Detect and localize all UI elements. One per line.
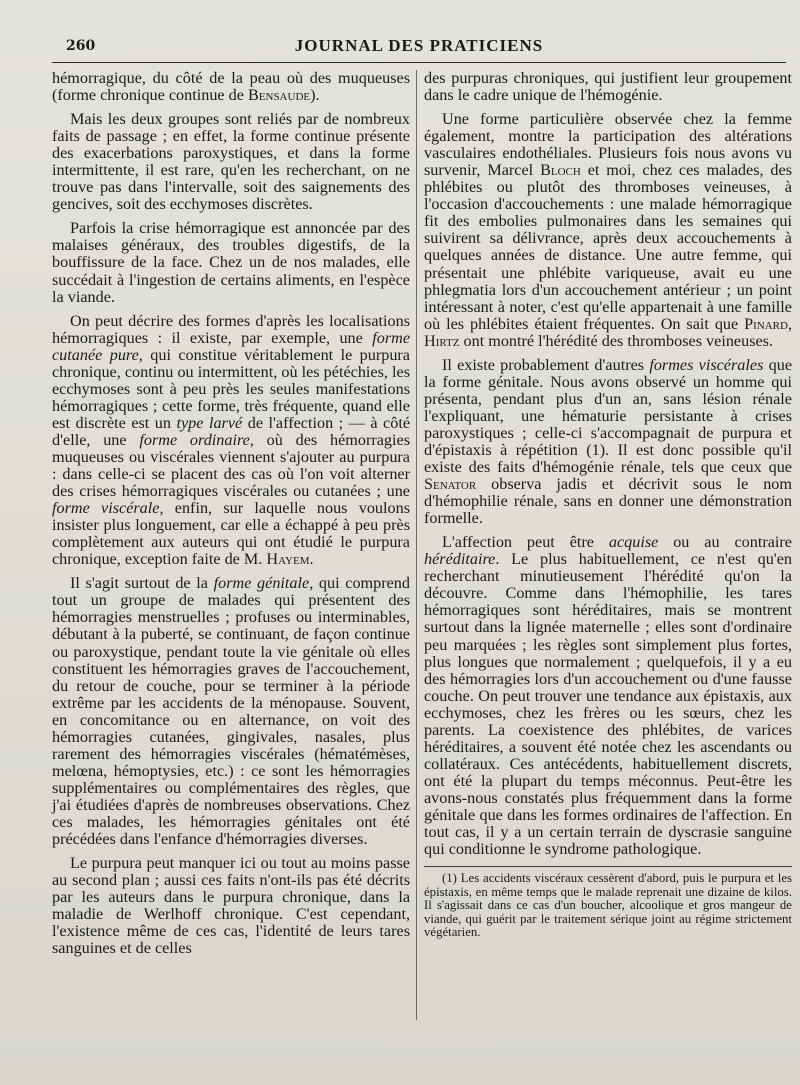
emphasis: forme ordinaire, xyxy=(139,430,254,449)
author-name: Hirtz xyxy=(424,331,460,350)
emphasis: type larvé xyxy=(176,413,243,432)
paragraph: des purpuras chroniques, qui justifient leur groupement dans le cadre unique de l'hémogénie. xyxy=(424,69,792,105)
emphasis: forme viscérale, xyxy=(52,499,164,518)
emphasis: forme cutanée pure, xyxy=(52,328,410,364)
author-name: Bensaude xyxy=(247,86,311,105)
right-column xyxy=(424,70,792,947)
left-column xyxy=(52,70,410,964)
footnote-rule xyxy=(424,866,792,867)
paragraph: Mais les deux groupes sont reliés par de nombreux faits de passage ; en effet, la forme continue présente des exacerbations paroxystiques, et dans la forme intermittente, il est rare, qu'en les recherchant, on ne trouve pas dans l'intervalle, soit des saignements des gencives, soit des ecchymoses discrètes. xyxy=(52,110,410,214)
paragraph: hémorragique, du côté de la peau où des muqueuses (forme chronique continue de Bensaude). xyxy=(52,69,410,105)
emphasis: acquise xyxy=(608,533,659,552)
emphasis: forme génitale, xyxy=(213,574,314,593)
author-name: Pinard xyxy=(744,314,788,333)
page-header xyxy=(52,30,786,60)
author-name: Senator xyxy=(424,475,477,494)
page-number: 260 xyxy=(66,38,96,54)
paragraph: On peut décrire des formes d'après les localisations hémorragiques : il existe, par exemple, une forme cutanée pure, qui constitue véritablement le purpura chronique, continu ou intermittent, où les pétéchies, les ecchymoses sont à peu près les seules manifestations hémorragiques ; cette forme, très fréquente, quand elle est discrète est un type larvé de l'affection ; — à côté d'elle, une forme ordinaire, où des hémorragies muqueuses ou viscérales viennent s'ajouter au purpura : dans celle-ci se placent des cas où l'on voit alterner des crises hémorragiques viscérales ou cutanées ; une forme viscérale, enfin, sur laquelle nous voulons insister plus longuement, car elle a échappé à peu près complètement aux auteurs qui ont étudié le purpura chronique, exception faite de M. Hayem. xyxy=(52,311,411,569)
paragraph: Parfois la crise hémorragique est annoncée par des malaises généraux, des troubles digestifs, de la bouffissure de la face. Chez un de nos malades, elle succédait à l'ingestion de certains aliments, en l'espèce la viande. xyxy=(52,219,410,306)
emphasis: héréditaire xyxy=(424,550,496,569)
author-name: Hayem xyxy=(266,550,310,569)
paragraph: Il s'agit surtout de la forme génitale, qui comprend tout un groupe de malades qui présentent des hémorragies menstruelles ; profuses ou interminables, débutant à la puberté, se continuant, de façon continue ou paroxystique, pendant toute la vie génitale où elles constituent les hémorragies graves de l'accouchement, du retour de couche, pour se terminer à la période extrême par les accidents de la ménopause. Souvent, en concomitance ou en alternance, on voit des hémorragies cutanées, gingivales, nasales, plus rarement des hémorragies viscérales (hématémèses, melœna, hémoptysies, etc.) : ce sont les hémorragies supplémentaires ou complémentaires des règles, que j'ai étudiées d'après de nombreuses observations. Chez ces malades, les hémorragies génitales ont été précédées dans l'enfance d'hémorragies diverses. xyxy=(52,574,410,849)
paragraph: Il existe probablement d'autres formes viscérales que la forme génitale. Nous avons observé un homme qui présenta, pendant plus d'un an, sans lésion rénale l'expliquant, une hématurie persistante à crises paroxystiques ; celle-ci s'accompagnait de purpura et d'épistaxis à répétition (1). Il est donc possible qu'il existe des faits d'hémogénie rénale, tels que ceux que Senator observa jadis et décrivit sous le nom d'hémophilie rénale, sans en donner une démonstration formelle. xyxy=(424,355,792,528)
emphasis: formes viscérales xyxy=(649,355,764,374)
column-divider xyxy=(416,70,417,1020)
header-rule xyxy=(52,62,786,63)
paragraph: Une forme particulière observée chez la femme également, montre la participation des altérations vasculaires endothéliales. Plusieurs fois nous avons vu survenir, Marcel Bloch et moi, chez ces malades, des phlébites ou plutôt des thromboses veineuses, à l'occasion d'accouchements : une malade hémorragique fit des embolies pulmonaires dans les semaines qui suivirent sa délivrance, après deux accouchements à quelques années de distance. Une autre femme, qui présentait une phlébite variqueuse, avait eu une phlegmatia lors d'un accouchement antérieur ; un point intéressant à noter, c'est qu'elle appartenait à une famille où les phlébites étaient fréquentes. On sait que Pinard, Hirtz ont montré l'hérédité des thromboses veineuses. xyxy=(424,110,793,350)
author-name: Bloch xyxy=(540,161,581,180)
running-title: JOURNAL DES PRATICIENS xyxy=(294,36,544,55)
paragraph: L'affection peut être acquise ou au contraire héréditaire. Le plus habituellement, ce n'est qu'en recherchant minutieusement l'hérédité qu'on la découvre. Comme dans l'hémophilie, les tares hémorragiques sont héréditaires, mais se montrent surtout dans la lignée maternelle ; elles sont d'ordinaire peu marquées ; les règles sont simplement plus fortes, plus longues que normalement ; quelquefois, il y a eu des hémorragies lors d'un accouchement ou d'une fausse couche. On peut trouver une tendance aux épistaxis, aux ecchymoses, chez les frères ou les sœurs, chez les parents. La coexistence des phlébites, de varices héréditaires, a souvent été notée chez les ascendants ou collatéraux. Ces antécédents, habituellement discrets, ont été la plupart du temps méconnus. Peut-être les avons-nous constatés plus fréquemment dans la forme génitale que dans les formes ordinaires de l'affection. En tout cas, il y a un certain terrain de dyscrasie sanguine qui conditionne le syndrome pathologique. xyxy=(424,533,792,859)
footnote: (1) Les accidents viscéraux cessèrent d'abord, puis le purpura et les épistaxis, en même temps que le malade reprenait une dizaine de kilos. Il s'agissait dans ce cas d'un boucher, alcoolique et gros mangeur de viande, qui guérit par le traitement sérique joint au régime strictement végétarien. xyxy=(424,871,792,940)
paragraph: Le purpura peut manquer ici ou tout au moins passe au second plan ; aussi ces faits n'ont-ils pas été décrits par les auteurs dans le purpura chronique, dans la maladie de Werlhoff chronique. C'est cependant, l'existence même de ces cas, l'identité de leurs tares sanguines et de celles xyxy=(52,854,410,958)
